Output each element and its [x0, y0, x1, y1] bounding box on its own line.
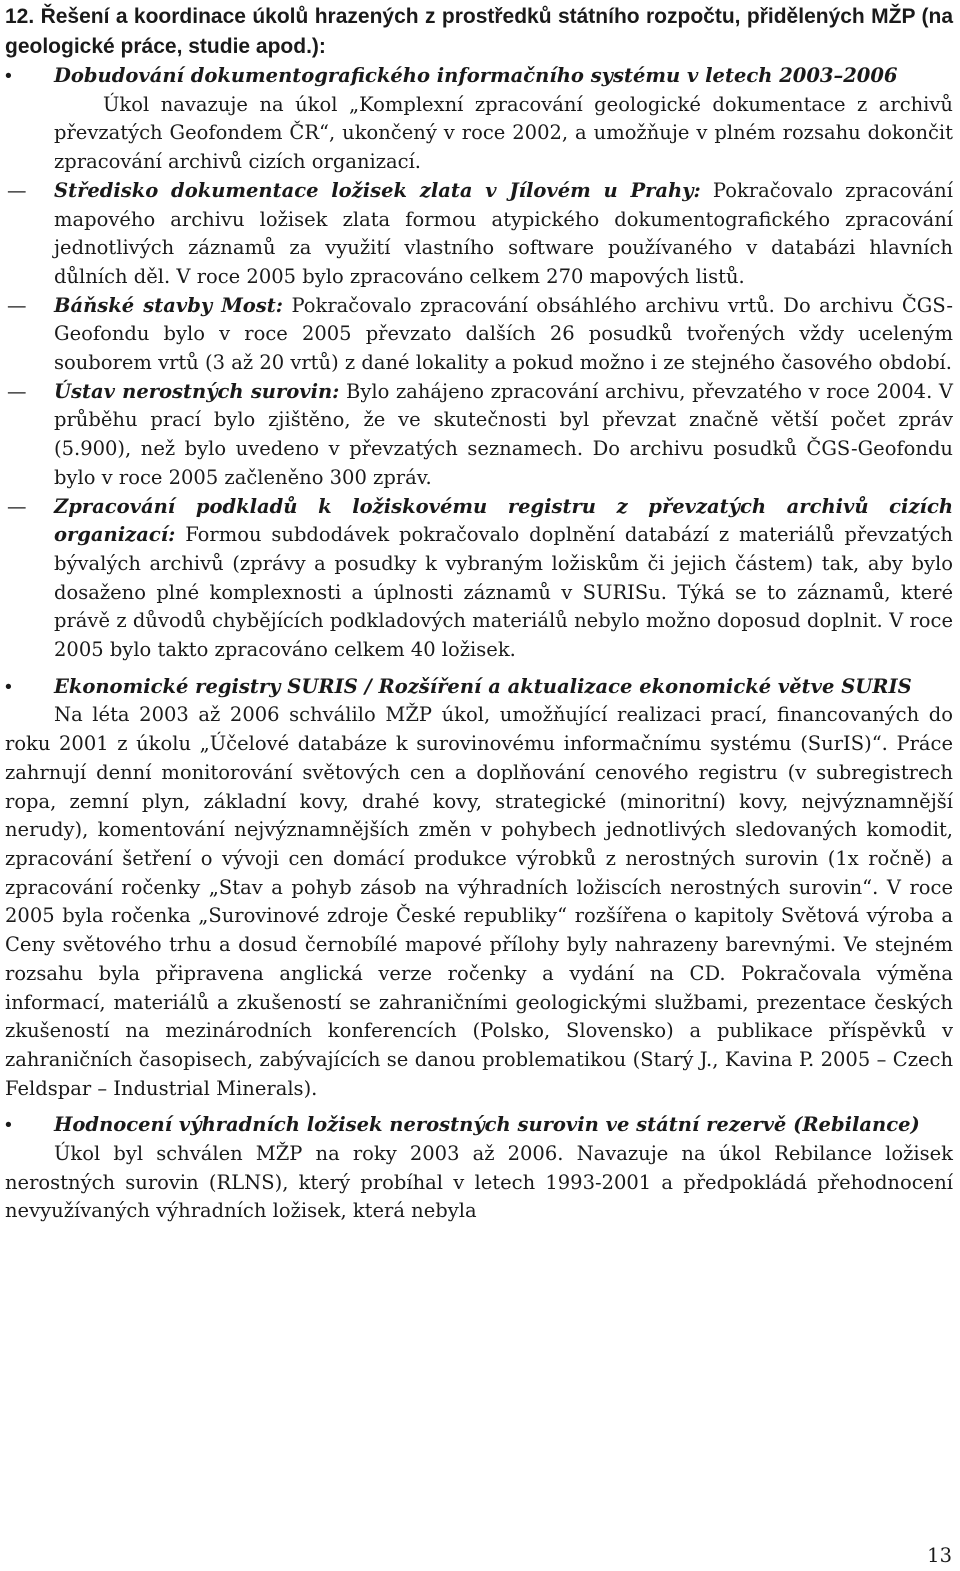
- dash-item-text: Bylo zahájeno zpracování archivu, převzatého v roce 2004. V průběhu prací bylo zjištěno, že ve skutečnosti byl převzat značně větší počet zpráv (5.900), než bylo uvedeno v převzatých seznamech. Do archivu posudků ČGS-Geofondu bylo v roce 2005 začleněno 300 zpráv.: [54, 379, 953, 489]
- dash-item-label: Ústav nerostných surovin:: [54, 379, 340, 403]
- page-number: 13: [927, 1544, 952, 1567]
- dash-icon: —: [7, 293, 27, 317]
- section-paragraph: Úkol byl schválen MŽP na roky 2003 až 2006. Navazuje na úkol Rebilance ložisek nerostných surovin (RLNS), který probíhal v letech 1993-2001 a předpokládá přehodnocení nevyužívaných výhradních ložisek, která nebyla: [5, 1142, 953, 1223]
- dash-item-text: Pokračovalo zpracování mapového archivu ložisek zlata formou atypického dokumentografického zpracování jednotlivých záznamů za využití vlastního software používaného v databázi hlavních důlních děl. V roce 2005 bylo zpracováno celkem 270 mapových listů.: [54, 178, 953, 288]
- bullet-title: Ekonomické registry SURIS / Rozšíření a aktualizace ekonomické větve SURIS: [54, 674, 912, 698]
- section-heading: 12. Řešení a koordinace úkolů hrazených z prostředků státního rozpočtu, přidělených MŽP (na geologické práce, studie apod.):: [5, 5, 953, 58]
- dash-item-text: Formou subdodávek pokračovalo doplnění databází z materiálů převzatých bývalých archivů (zprávy a posudky k vybraným ložiskům či jejich částem) tak, aby bylo dosaženo plné komplexnosti a úplnosti záznamů v SURISu. Týká se to záznamů, které právě z důvodů chybějících podkladových materiálů nebylo možno doposud doplnit. V roce 2005 bylo takto zpracováno celkem 40 ložisek.: [54, 523, 953, 662]
- dash-item-jilove: [5, 177, 953, 292]
- bullet-title: Dobudování dokumentografického informačního systému v letech 2003–2006: [54, 64, 898, 87]
- section-paragraph: Na léta 2003 až 2006 schválilo MŽP úkol, umožňující realizaci prací, financovaných do roku 2001 z úkolu „Účelové databáze k surovinovému informačnímu systému (SurIS)“. Práce zahrnují denní monitorování světových cen a doplňování cenového registru (v subregistrech ropa, zemní plyn, základní kovy, drahé kovy, strategické (minoritní) kovy, nejvýznamnější nerudy), komentování nejvýznamnějších změn v pohybech jednotlivých sledovaných komodit, zpracování šetření o vývoji cen domácí produkce výrobků z nerostných surovin (1x ročně) a zpracování ročenky „Stav a pohyb zásob na výhradních ložiscích nerostných surovin“. V roce 2005 byla ročenka „Surovinové zdroje České republiky“ rozšířena o kapitoly Světová výroba a Ceny světového trhu a dosud černobílé mapové přílohy byly nahrazeny barevnými. Ve stejném rozsahu byla připravena anglická verze ročenky a vydání na CD. Pokračovala výměna informací, materiálů a zkušeností se zahraničními geologickými službami, prezentace českých zkušeností na mezinárodních konferencích (Polsko, Slovensko) a publikace příspěvků v zahraničních časopisech, zabývajících se danou problematikou (Starý J., Kavina P. 2005 – Czech Feldspar – Industrial Minerals).: [5, 703, 953, 1100]
- document-page: [5, 2, 953, 1226]
- dash-item-label: Středisko dokumentace ložisek zlata v Jílovém u Prahy:: [54, 178, 701, 202]
- bullet-title: Hodnocení výhradních ložisek nerostných surovin ve státní rezervě (Rebilance): [54, 1113, 920, 1137]
- dash-icon: —: [7, 379, 27, 403]
- bullet-paragraph: Úkol navazuje na úkol „Komplexní zpracování geologické dokumentace z archivů převzatých Geofondem ČR“, ukončený v roce 2002, a umožňuje v plném rozsahu dokončit zpracování archivů cizích organizací.: [54, 92, 953, 174]
- bullet-section-rebilance: [5, 1111, 953, 1140]
- bullet-icon: •: [5, 65, 12, 87]
- dash-icon: —: [7, 494, 27, 518]
- dash-item-banske-stavby: [5, 292, 953, 378]
- dash-item-text: Pokračovalo zpracování obsáhlého archivu vrtů. Do archivu ČGS-Geofondu bylo v roce 2005 převzato dalších 26 posudků tvořených vždy uceleným souborem vrtů (3 až 20 vrtů) z dané lokality a pokud možno i ze stejného časového období.: [54, 293, 953, 375]
- dash-icon: —: [7, 178, 27, 202]
- bullet-icon: •: [5, 1114, 12, 1137]
- dash-item-label: Báňské stavby Most:: [54, 293, 283, 317]
- bullet-section-ekonomicke-registry: [5, 673, 953, 702]
- dash-item-ustav-nerostnych-surovin: [5, 378, 953, 493]
- bullet-section-dokumentograficky-system: [5, 62, 953, 177]
- dash-item-lozNiskovy-registr: [5, 493, 953, 665]
- bullet-icon: •: [5, 675, 12, 698]
- dash-item-label: Zpracování podkladů k ložiskovému registru z převzatých archivů cizích organizací:: [54, 494, 953, 547]
